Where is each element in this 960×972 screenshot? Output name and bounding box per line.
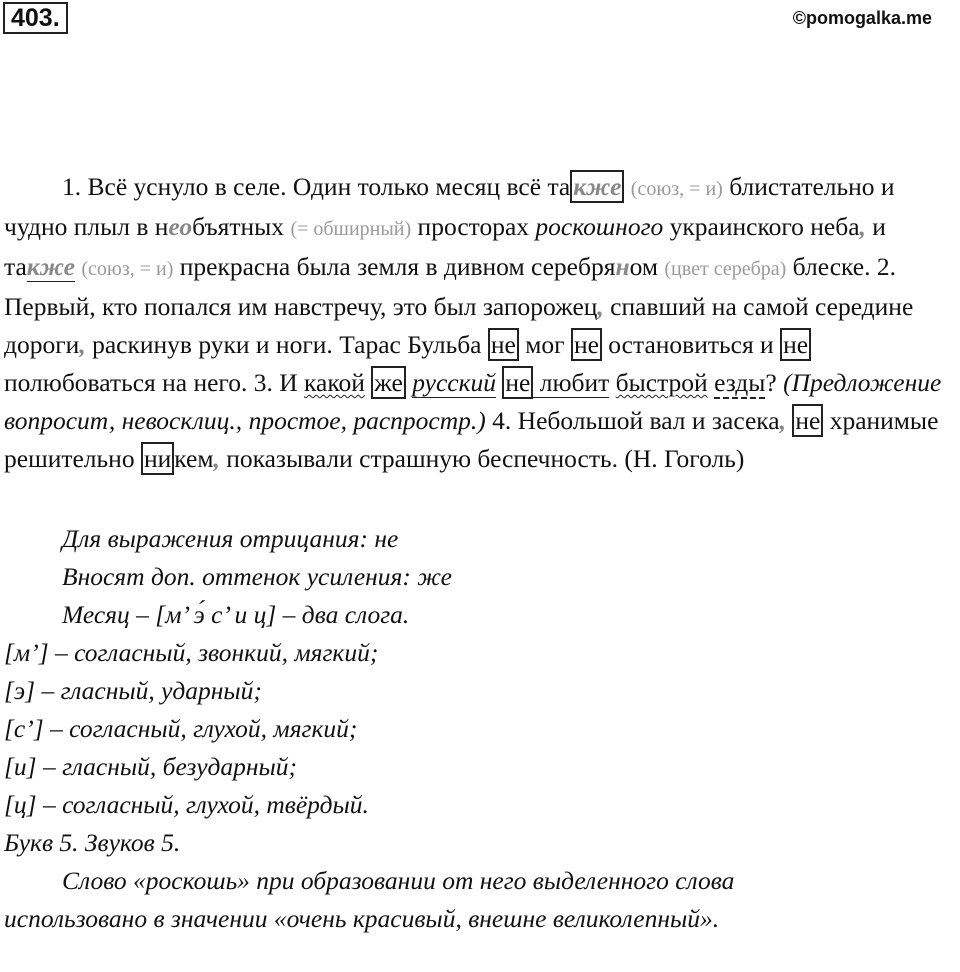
text-fragment: прекрасна была земля в дивном [179,252,525,281]
predicate-underline [533,368,609,398]
particle-box: не [780,328,811,361]
text-fragment: раскинув руки и ноги. [92,330,333,359]
note-line: Месяц – [м’ э́ с’ и ц] – два слога. [62,600,410,629]
note-line: [э] – гласный, ударный; [4,676,262,705]
text-fragment: мог [525,330,565,359]
exercise-text [4,168,960,938]
note-line: [ц] – согласный, глухой, твёрдый. [4,790,369,819]
text-fragment: спавший на самой середине дороги [4,292,914,359]
note-line: Для выражения отрицания: не [62,524,399,553]
spelling-morpheme: кже [26,252,75,281]
task-number: 403. [3,2,68,34]
text-fragment: блистательно и чудно плыл в н [4,172,895,241]
object-underline: езды [714,368,766,397]
sentence-analysis: (Предложение вопросит, невосклиц., [4,368,942,435]
attribute-underline: быстрой [615,368,708,397]
text-fragment: был запорожец [433,292,598,321]
note-line: [м’] – согласный, звонкий, мягкий; [4,638,379,667]
spelling-letters: ео [168,212,193,241]
particle-box: не [502,366,533,399]
particle-box: не [571,328,602,361]
text-fragment: серебря [530,252,616,281]
particle-box: не [488,328,519,361]
note-line: использовано в значении «очень красивый, внешне великолепный». [4,904,720,933]
particle-box: не [792,404,823,437]
attribute-underline: какой [304,368,365,397]
note-line: [и] – гласный, безударный; [4,752,298,781]
text-fragment: просторах [417,212,530,241]
subject-underline: русский [412,368,497,397]
spelling-letters: н [615,252,630,281]
main-paragraph [4,168,960,478]
text-fragment: блеске. 2. Первый, кто попался им навстречу, это [4,252,896,321]
text-fragment: Тарас Бульба [339,330,482,359]
text-fragment: хранимые решительно [4,406,939,473]
note-line: [с’] – согласный, глухой, мягкий; [4,714,358,743]
note-line: Вносят доп. оттенок усиления: же [62,562,452,591]
spelling-morpheme: кже [570,170,624,203]
gloss: (союз, = и) [630,178,723,200]
sentence-analysis: простое, распростр.) [248,406,486,435]
text-fragment: кем [174,444,214,473]
gloss: (= обширный) [290,218,412,240]
punctuation-mark: , [859,212,866,241]
site-watermark: ©pomogalka.me [792,8,932,28]
text-fragment: украинского неба [669,212,860,241]
text-fragment: 4. Небольшой вал и засека [492,406,780,435]
note-line: Слово «роскошь» при образовании от него выделенного слова [62,866,735,895]
gloss: (цвет серебра) [664,258,787,280]
text-fragment: 1. Всё уснуло в селе. Один только месяц всё та [62,172,571,201]
text-fragment: остановиться и [608,330,774,359]
text-fragment: бъятных [192,212,285,241]
text-fragment: ом [629,252,659,281]
text-fragment: и та [4,212,886,281]
predicate-word: любит [539,368,610,397]
text-fragment: показывали страшную беспечность. (Н. Гоголь) [226,444,745,473]
highlighted-word: роскошного [535,212,664,241]
note-line: Букв 5. Звуков 5. [4,828,181,857]
notes-block [4,520,960,938]
particle-box: же [371,366,406,399]
punctuation-mark: , [79,330,86,359]
particle-box: ни [141,442,174,475]
gloss: (союз, = и) [81,258,174,280]
punctuation-mark: , [779,406,786,435]
punctuation-mark: , [597,292,604,321]
text-fragment: полюбоваться на него. 3. И [4,368,298,397]
text-fragment: ? [765,368,777,397]
punctuation-mark: , [213,444,220,473]
